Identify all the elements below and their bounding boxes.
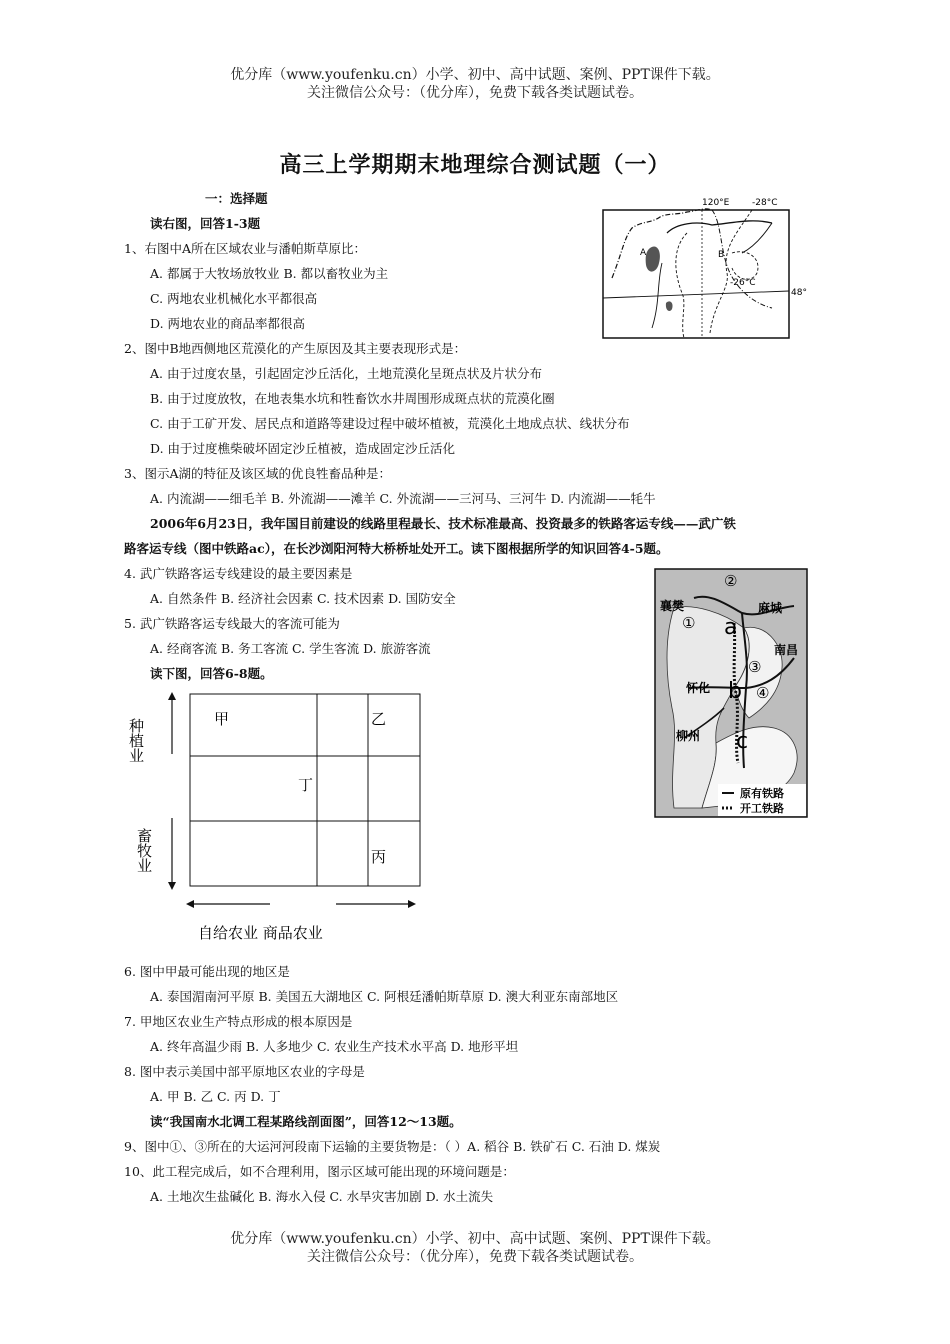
passage-line-1: 2006年6月23日，我年国目前建设的线路里程最长、技术标准最高、投资最多的铁路客运专线——武广铁 — [150, 516, 736, 531]
question-2-option-a: A. 由于过度农垦，引起固定沙丘活化，土地荒漠化呈斑点状及片状分布 — [150, 366, 542, 381]
footer-line-1: 优分库（www.youfenku.cn）小学、初中、高中试题、案例、PPT课件下载。 — [230, 1231, 720, 1247]
question-10-stem: 10、此工程完成后，如不合理利用，图示区域可能出现的环境问题是： — [124, 1164, 515, 1179]
question-1-stem: 1、右图中A所在区域农业与潘帕斯草原比： — [124, 241, 366, 256]
question-10-options: A. 土地次生盐碱化 B. 海水入侵 C. 水旱灾害加剧 D. 水土流失 — [150, 1189, 494, 1204]
question-6-options: A. 泰国湄南河平原 B. 美国五大湖地区 C. 阿根廷潘帕斯草原 D. 澳大利亚东南部地区 — [150, 989, 619, 1004]
question-1-options-ab: A. 都属于大牧场放牧业 B. 都以畜牧业为主 — [150, 266, 389, 281]
label-a: A — [640, 248, 647, 258]
railway-map-figure — [654, 568, 808, 818]
question-8-stem: 8. 图中表示美国中部平原地区农业的字母是 — [124, 1064, 365, 1079]
read-instruction-1: 读右图，回答1-3题 — [150, 216, 261, 231]
circle-1: ① — [682, 614, 696, 632]
cell-jia: 甲 — [214, 710, 230, 728]
isotherm-label-28: -28°C — [752, 198, 778, 208]
city-liuzhou: 柳州 — [676, 729, 701, 743]
passage-line-2: 路客运专线（图中铁路ac），在长沙浏阳河特大桥桥址处开工。读下图根据所学的知识回答4-5题。 — [124, 541, 669, 556]
longitude-label: 120°E — [702, 198, 730, 208]
read-instruction-2: 读下图，回答6-8题。 — [150, 666, 273, 681]
ylabel-planting: 种植业 — [127, 718, 145, 763]
question-2-option-d: D. 由于过度樵柴破坏固定沙丘植被，造成固定沙丘活化 — [150, 441, 456, 456]
header-line-1: 优分库（www.youfenku.cn）小学、初中、高中试题、案例、PPT课件下载。 — [230, 67, 720, 83]
question-2-option-b: B. 由于过度放牧，在地表集水坑和牲畜饮水井周围形成斑点状的荒漠化圈 — [150, 391, 555, 406]
question-7-options: A. 终年高温少雨 B. 人多地少 C. 农业生产技术水平高 D. 地形平坦 — [150, 1039, 519, 1054]
legend-new-label: 开工铁路 — [740, 802, 784, 815]
circle-2: ② — [724, 572, 738, 590]
cell-bing: 丙 — [371, 848, 387, 866]
circle-3: ③ — [748, 658, 762, 676]
label-b: B — [718, 250, 725, 260]
cell-yi: 乙 — [371, 710, 387, 728]
question-7-stem: 7. 甲地区农业生产特点形成的根本原因是 — [124, 1014, 353, 1029]
question-3-options: A. 内流湖——细毛羊 B. 外流湖——滩羊 C. 外流湖——三河马、三河牛 D. 内流湖——牦牛 — [150, 491, 656, 506]
question-2-stem: 2、图中B地西侧地区荒漠化的产生原因及其主要表现形式是： — [124, 341, 467, 356]
question-1-option-c: C. 两地农业机械化水平都很高 — [150, 291, 318, 306]
question-2-option-c: C. 由于工矿开发、居民点和道路等建设过程中破坏植被，荒漠化土地成点状、线状分布 — [150, 416, 630, 431]
label-b: b — [728, 679, 742, 704]
xlabel: 自给农业 商品农业 — [198, 924, 323, 942]
label-c: c — [736, 729, 749, 754]
question-9-stem: 9、图中①、③所在的大运河河段南下运输的主要货物是：（ ）A. 稻谷 B. 铁矿石 C. 石油 D. 煤炭 — [124, 1139, 661, 1154]
ylabel-livestock: 畜牧业 — [135, 828, 153, 873]
question-5-options: A. 经商客流 B. 务工客流 C. 学生客流 D. 旅游客流 — [150, 641, 431, 656]
section-heading: 一：选择题 — [205, 191, 268, 206]
climate-map-figure — [602, 193, 808, 341]
city-huaihua: 怀化 — [686, 681, 711, 695]
question-4-options: A. 自然条件 B. 经济社会因素 C. 技术因素 D. 国防安全 — [150, 591, 456, 606]
circle-4: ④ — [756, 684, 770, 702]
city-xiangfan: 襄樊 — [660, 599, 685, 613]
question-4-stem: 4. 武广铁路客运专线建设的最主要因素是 — [124, 566, 353, 581]
question-5-stem: 5. 武广铁路客运专线最大的客流可能为 — [124, 616, 340, 631]
page-title: 高三上学期期末地理综合测试题（一） — [279, 152, 671, 178]
question-6-stem: 6. 图中甲最可能出现的地区是 — [124, 964, 290, 979]
isotherm-label-26: -26°C — [730, 278, 756, 288]
question-1-option-d: D. 两地农业的商品率都很高 — [150, 316, 306, 331]
cell-ding: 丁 — [298, 776, 314, 794]
city-nanchang: 南昌 — [774, 643, 799, 657]
read-instruction-3: 读“我国南水北调工程某路线剖面图”，回答12～13题。 — [150, 1114, 462, 1129]
question-3-stem: 3、图示A湖的特征及该区域的优良牲畜品种是： — [124, 466, 391, 481]
label-a: a — [724, 615, 738, 640]
legend-old-label: 原有铁路 — [740, 787, 784, 800]
question-8-options: A. 甲 B. 乙 C. 丙 D. 丁 — [150, 1089, 281, 1104]
footer-line-2: 关注微信公众号：（优分库），免费下载各类试题试卷。 — [307, 1249, 643, 1265]
agriculture-grid-figure — [127, 688, 430, 948]
city-macheng: 麻城 — [758, 601, 783, 615]
header-line-2: 关注微信公众号：（优分库），免费下载各类试题试卷。 — [307, 85, 643, 101]
latitude-label: 48° — [791, 288, 807, 298]
